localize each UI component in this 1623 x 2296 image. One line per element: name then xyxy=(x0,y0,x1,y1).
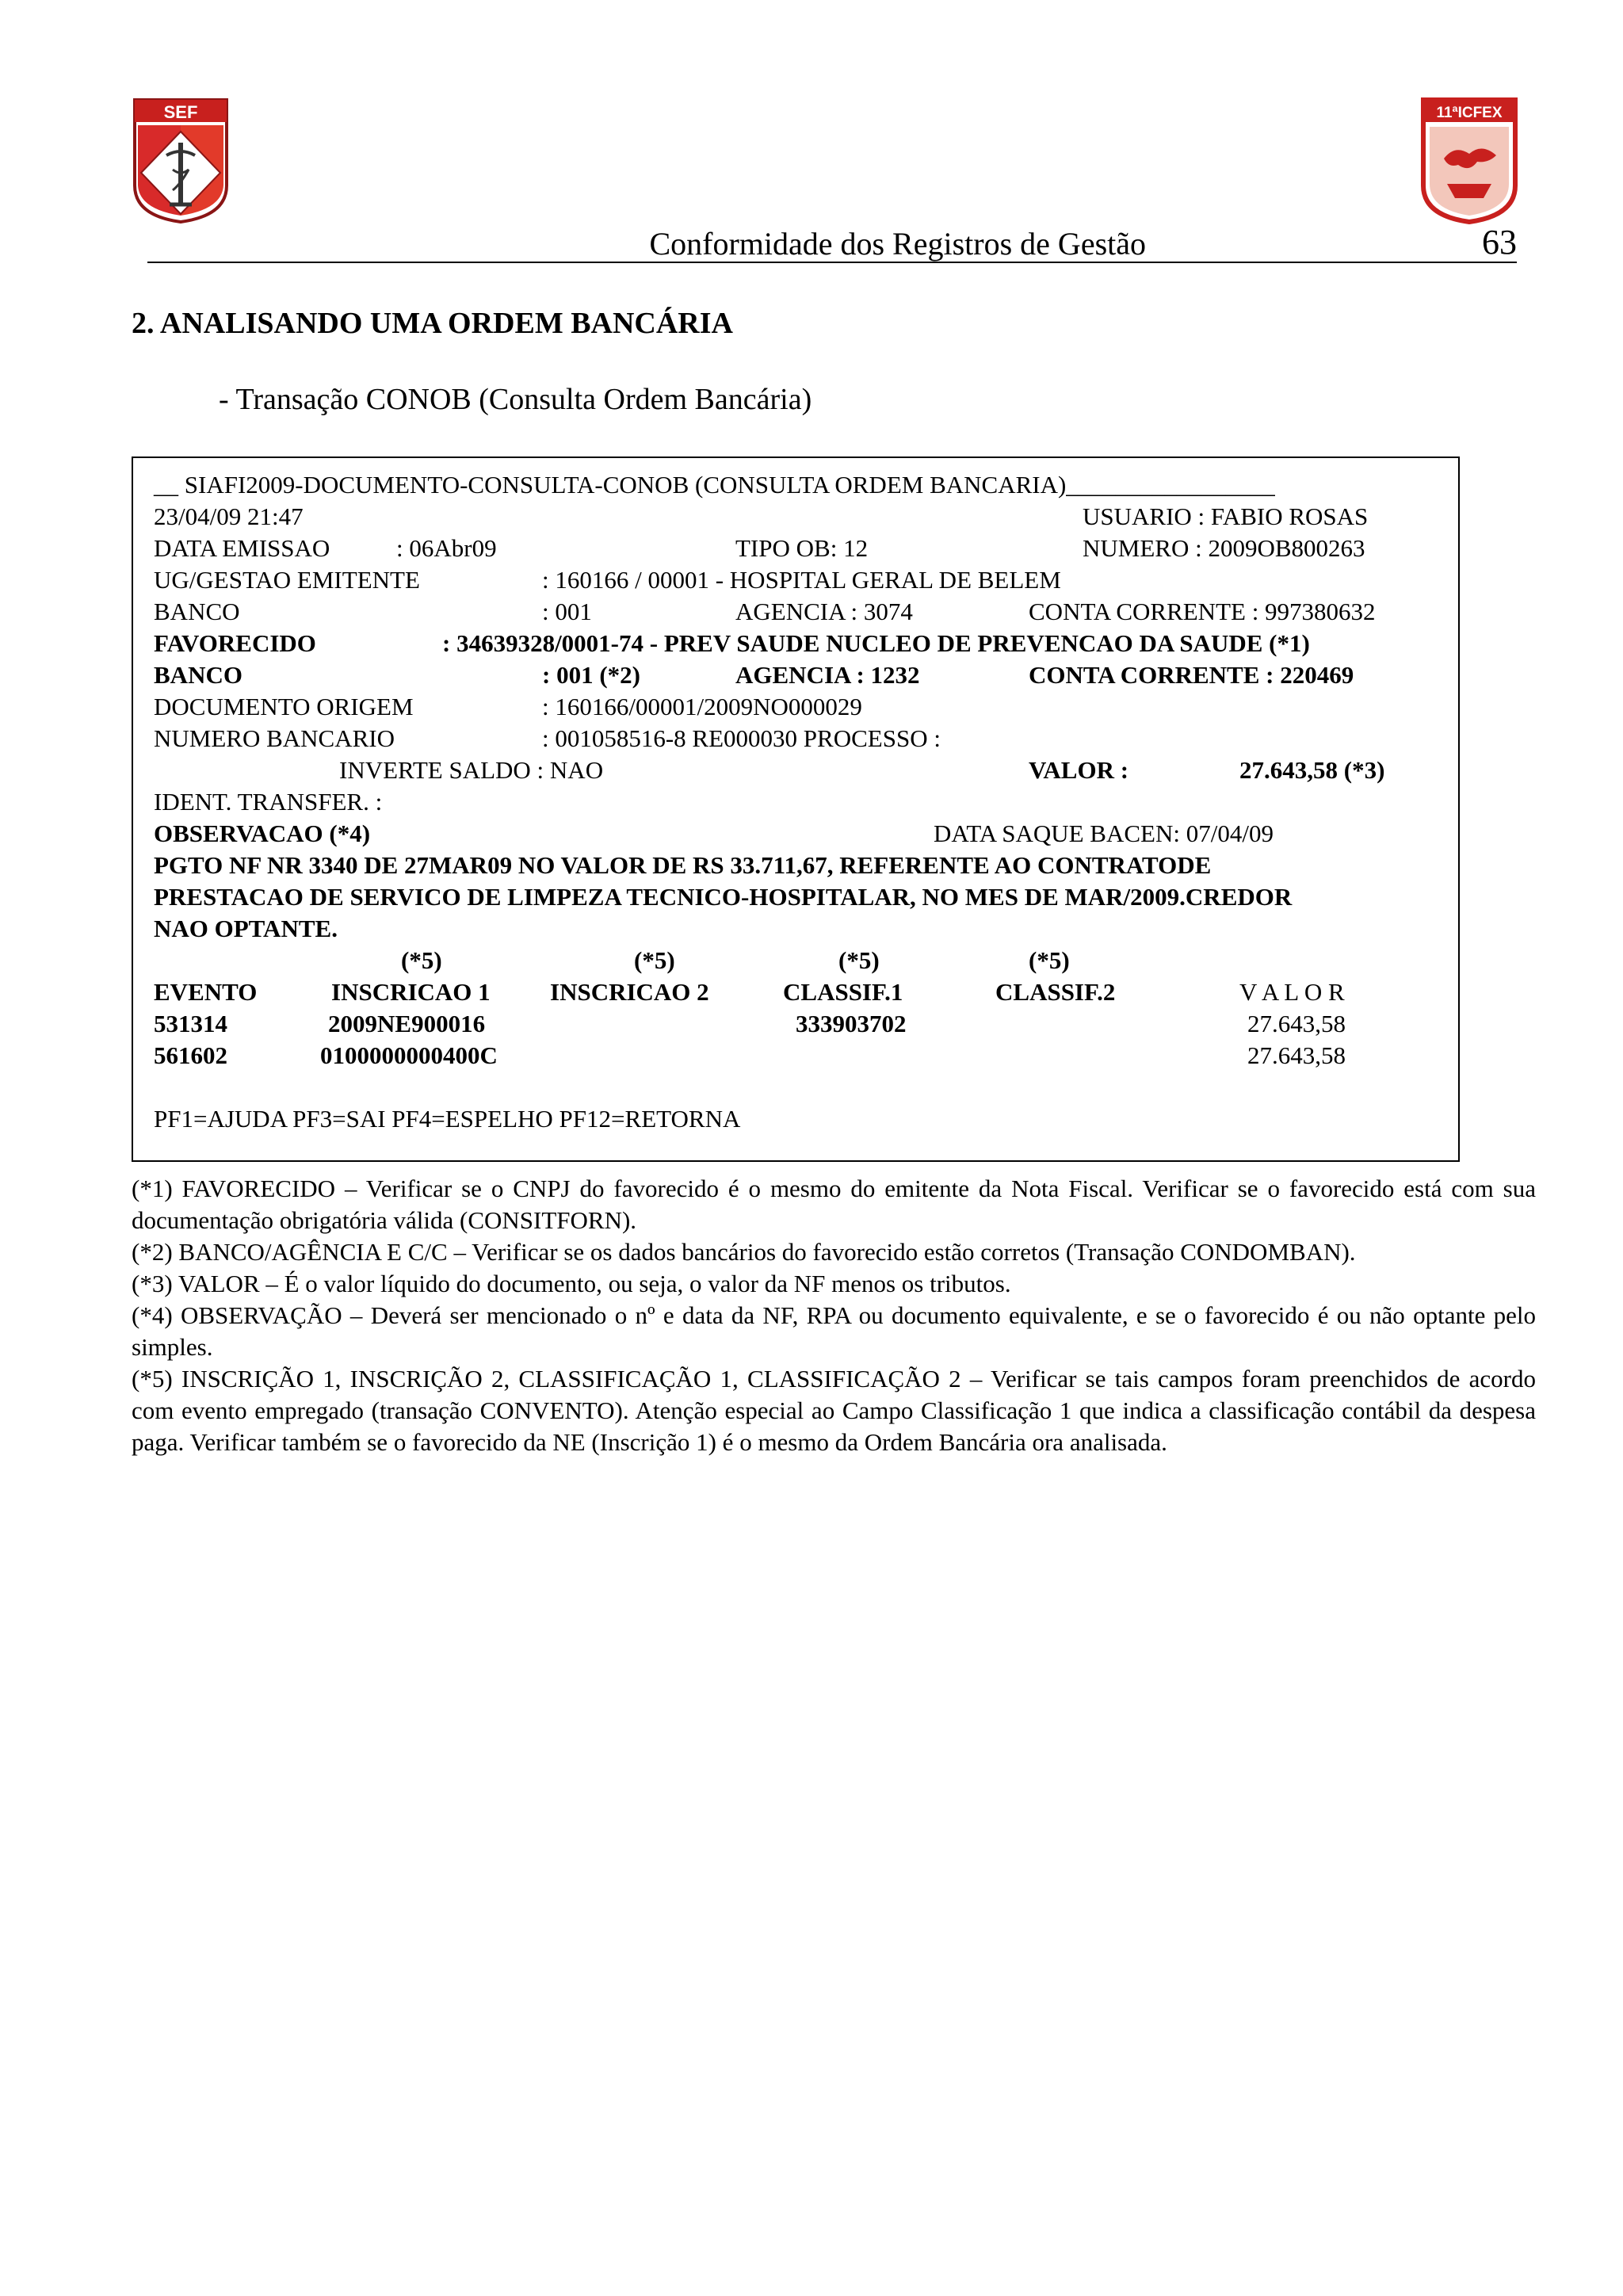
header-rule xyxy=(147,262,1517,263)
note-observacao: (*4) OBSERVAÇÃO – Deverá ser mencionado o nº e data da NF, RPA ou documento equivalente, e se o favorecido é ou não optante pelo simples. xyxy=(132,1301,1536,1361)
screen-table-header: EVENTO INSCRICAO 1 INSCRICAO 2 CLASSIF.1 CLASSIF.2 V A L O R xyxy=(154,978,1345,1006)
screen-obs-line-2: PRESTACAO DE SERVICO DE LIMPEZA TECNICO-HOSPITALAR, NO MES DE MAR/2009.CREDOR xyxy=(154,883,1293,911)
table-row: 561602 0100000000400C 27.643,58 xyxy=(154,1041,1346,1069)
marker-inscricao-1: (*5) xyxy=(401,946,442,974)
screen-function-keys: PF1=AJUDA PF3=SAI PF4=ESPELHO PF12=RETORNA xyxy=(154,1105,741,1133)
marker-classif-2: (*5) xyxy=(1029,946,1070,974)
screen-line-favorecido: FAVORECIDO : 34639328/0001-74 - PREV SAUDE NUCLEO DE PREVENCAO DA SAUDE (*1) xyxy=(154,629,1310,657)
section-subtitle: - Transação CONOB (Consulta Ordem Bancária) xyxy=(219,383,812,416)
screen-line-ident-transfer: IDENT. TRANSFER. : xyxy=(154,788,383,816)
screen-line-observacao: OBSERVACAO (*4) DATA SAQUE BACEN: 07/04/09 xyxy=(154,819,1274,847)
screen-line-datetime xyxy=(133,501,1458,533)
screen-title-line: __ SIAFI2009-DOCUMENTO-CONSULTA-CONOB (CONSULTA ORDEM BANCARIA)_________________ xyxy=(154,471,1275,499)
marker-classif-1: (*5) xyxy=(838,946,880,974)
screen-numero: NUMERO : 2009OB800263 xyxy=(1083,534,1365,562)
screen-line-valor: INVERTE SALDO : NAO VALOR : 27.643,58 (*3) xyxy=(133,755,1458,786)
section-title: 2. ANALISANDO UMA ORDEM BANCÁRIA xyxy=(132,307,733,340)
screen-line-ug: UG/GESTAO EMITENTE : 160166 / 00001 - HOSPITAL GERAL DE BELEM xyxy=(154,566,1061,594)
page-number: 63 xyxy=(1482,223,1517,262)
screen-line-banco: BANCO : 001 AGENCIA : 3074 CONTA CORRENTE : 997380632 xyxy=(154,598,1376,625)
icfex-shield-logo xyxy=(1420,97,1518,225)
note-favorecido: (*1) FAVORECIDO – Verificar se o CNPJ do favorecido é o mesmo do emitente da Nota Fiscal. Verificar se o favorecido está com sua documentação obrigatória válida (CONSITFORN). xyxy=(132,1175,1536,1234)
note-inscricao-classificacao: (*5) INSCRIÇÃO 1, INSCRIÇÃO 2, CLASSIFICAÇÃO 1, CLASSIFICAÇÃO 2 – Verificar se tais campos foram preenchidos de acordo com evento empregado (transação CONVENTO). Atenção especial ao Campo Classificação 1 que indica a classificação contábil da despesa paga. Verificar também se o favorecido da NE (Inscrição 1) é o mesmo da Ordem Bancária ora analisada. xyxy=(132,1365,1536,1456)
sef-shield-logo xyxy=(132,97,230,225)
siafi-screen xyxy=(132,457,1460,1162)
marker-inscricao-2: (*5) xyxy=(634,946,675,974)
screen-tipo-ob: TIPO OB: 12 xyxy=(735,534,869,562)
screen-valor: 27.643,58 (*3) xyxy=(1239,756,1385,784)
note-banco-agencia: (*2) BANCO/AGÊNCIA E C/C – Verificar se os dados bancários do favorecido estão corretos (Transação CONDOMBAN). xyxy=(132,1238,1356,1266)
screen-line-banco-favorecido: BANCO : 001 (*2) AGENCIA : 1232 CONTA CORRENTE : 220469 xyxy=(154,661,1354,689)
screen-markers-line xyxy=(133,945,1458,976)
table-row: 531314 2009NE900016 333903702 27.643,58 xyxy=(154,1010,1346,1037)
screen-obs-line-3: NAO OPTANTE. xyxy=(154,915,338,942)
screen-line-doc-origem: DOCUMENTO ORIGEM : 160166/00001/2009NO000029 xyxy=(154,693,862,720)
screen-line-num-bancario: NUMERO BANCARIO : 001058516-8 RE000030 PROCESSO : xyxy=(154,724,941,752)
screen-line-emissao: DATA EMISSAO : 06Abr09 TIPO OB: 12 NUMERO : 2009OB800263 xyxy=(133,533,1458,564)
icfex-logo-text: 11ªICFEX xyxy=(1436,105,1503,121)
explanatory-notes xyxy=(132,1173,1536,1458)
note-valor: (*3) VALOR – É o valor líquido do documento, ou seja, o valor da NF menos os tributos. xyxy=(132,1270,1011,1297)
screen-usuario: USUARIO : FABIO ROSAS xyxy=(1083,502,1369,530)
sef-logo-text: SEF xyxy=(163,102,198,122)
screen-datetime: 23/04/09 21:47 xyxy=(154,502,304,530)
screen-obs-line-1: PGTO NF NR 3340 DE 27MAR09 NO VALOR DE RS 33.711,67, REFERENTE AO CONTRATODE xyxy=(154,851,1212,879)
running-header-title: Conformidade dos Registros de Gestão xyxy=(649,226,1146,262)
